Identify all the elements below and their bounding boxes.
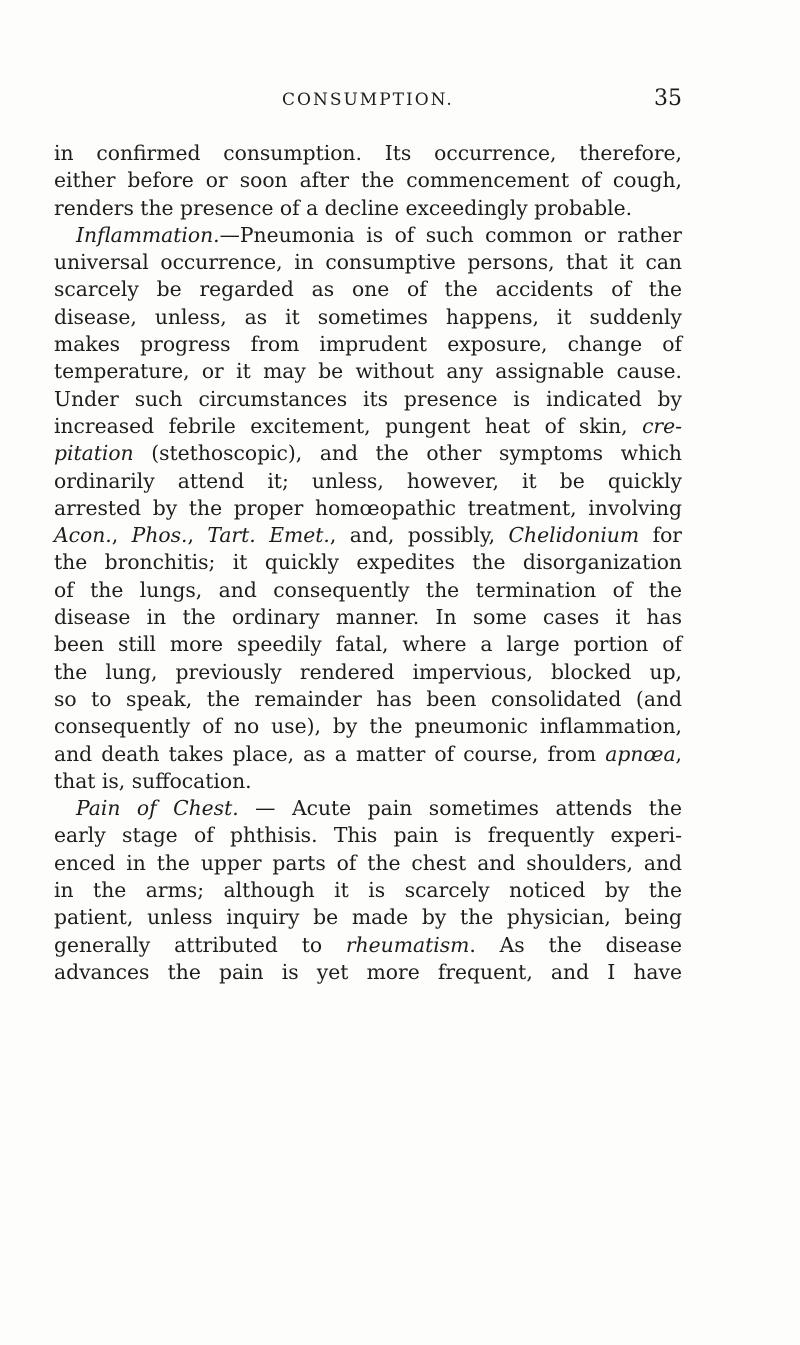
text-line: temperature, or it may be without any assignable cause. xyxy=(54,359,682,384)
section-heading-inflammation: Inflammation. xyxy=(76,222,220,247)
body-text xyxy=(54,140,682,986)
text-line: so to speak, the remainder has been consolidated (and xyxy=(54,686,682,711)
text-line: Acon., Phos., Tart. Emet., and, possibly, Chelidonium for xyxy=(54,523,683,548)
text-line: disease, unless, as it sometimes happens, it suddenly xyxy=(54,304,682,329)
section-heading-pain-of-chest: Pain of Chest. xyxy=(76,796,239,821)
text-line: that is, suffocation. xyxy=(54,768,252,793)
text-line: Under such circumstances its presence is indicated by xyxy=(54,386,682,411)
text-line: pitation (stethoscopic), and the other symptoms which xyxy=(54,441,682,466)
text-line: renders the presence of a decline exceedingly probable. xyxy=(54,195,633,220)
text-line: ordinarily attend it; unless, however, it be quickly xyxy=(54,468,682,493)
text-line: universal occurrence, in consumptive persons, that it can xyxy=(54,250,682,275)
text-line: Inflammation.—Pneumonia is of such common or rather xyxy=(76,222,682,247)
text-line: scarcely be regarded as one of the accidents of the xyxy=(54,277,682,302)
text-line: patient, unless inquiry be made by the physician, being xyxy=(54,905,682,930)
text-line: and death takes place, as a matter of course, from apnœa, xyxy=(54,741,682,766)
text-line: in confirmed consumption. Its occurrence, therefore, xyxy=(54,141,682,165)
text-line: increased febrile excitement, pungent heat of skin, cre- xyxy=(54,413,682,438)
text-line: either before or soon after the commencement of cough, xyxy=(54,168,682,193)
text-line: Pain of Chest. — Acute pain sometimes attends the xyxy=(76,796,683,821)
text-line: advances the pain is yet more frequent, and I have xyxy=(54,959,682,984)
text-line: generally attributed to rheumatism. As the disease xyxy=(54,932,682,957)
running-title: CONSUMPTION. xyxy=(282,90,454,110)
text-line: makes progress from imprudent exposure, change of xyxy=(54,332,682,357)
text-line: in the arms; although it is scarcely noticed by the xyxy=(54,878,682,903)
text-line: consequently of no use), by the pneumonic inflammation, xyxy=(54,714,682,739)
page-header xyxy=(282,86,682,120)
text-line: enced in the upper parts of the chest and shoulders, and xyxy=(54,850,682,875)
text-line: been still more speedily fatal, where a large portion of xyxy=(54,632,682,657)
text-line: early stage of phthisis. This pain is frequently experi- xyxy=(54,823,682,848)
text-line: the bronchitis; it quickly expedites the disorganization xyxy=(54,550,682,575)
text-line: of the lungs, and consequently the termination of the xyxy=(54,577,682,602)
text-line: disease in the ordinary manner. In some cases it has xyxy=(54,605,682,630)
text-line: arrested by the proper homœopathic treatment, involving xyxy=(54,495,682,520)
text-line: the lung, previously rendered impervious, blocked up, xyxy=(54,659,682,684)
page-number: 35 xyxy=(654,86,682,111)
